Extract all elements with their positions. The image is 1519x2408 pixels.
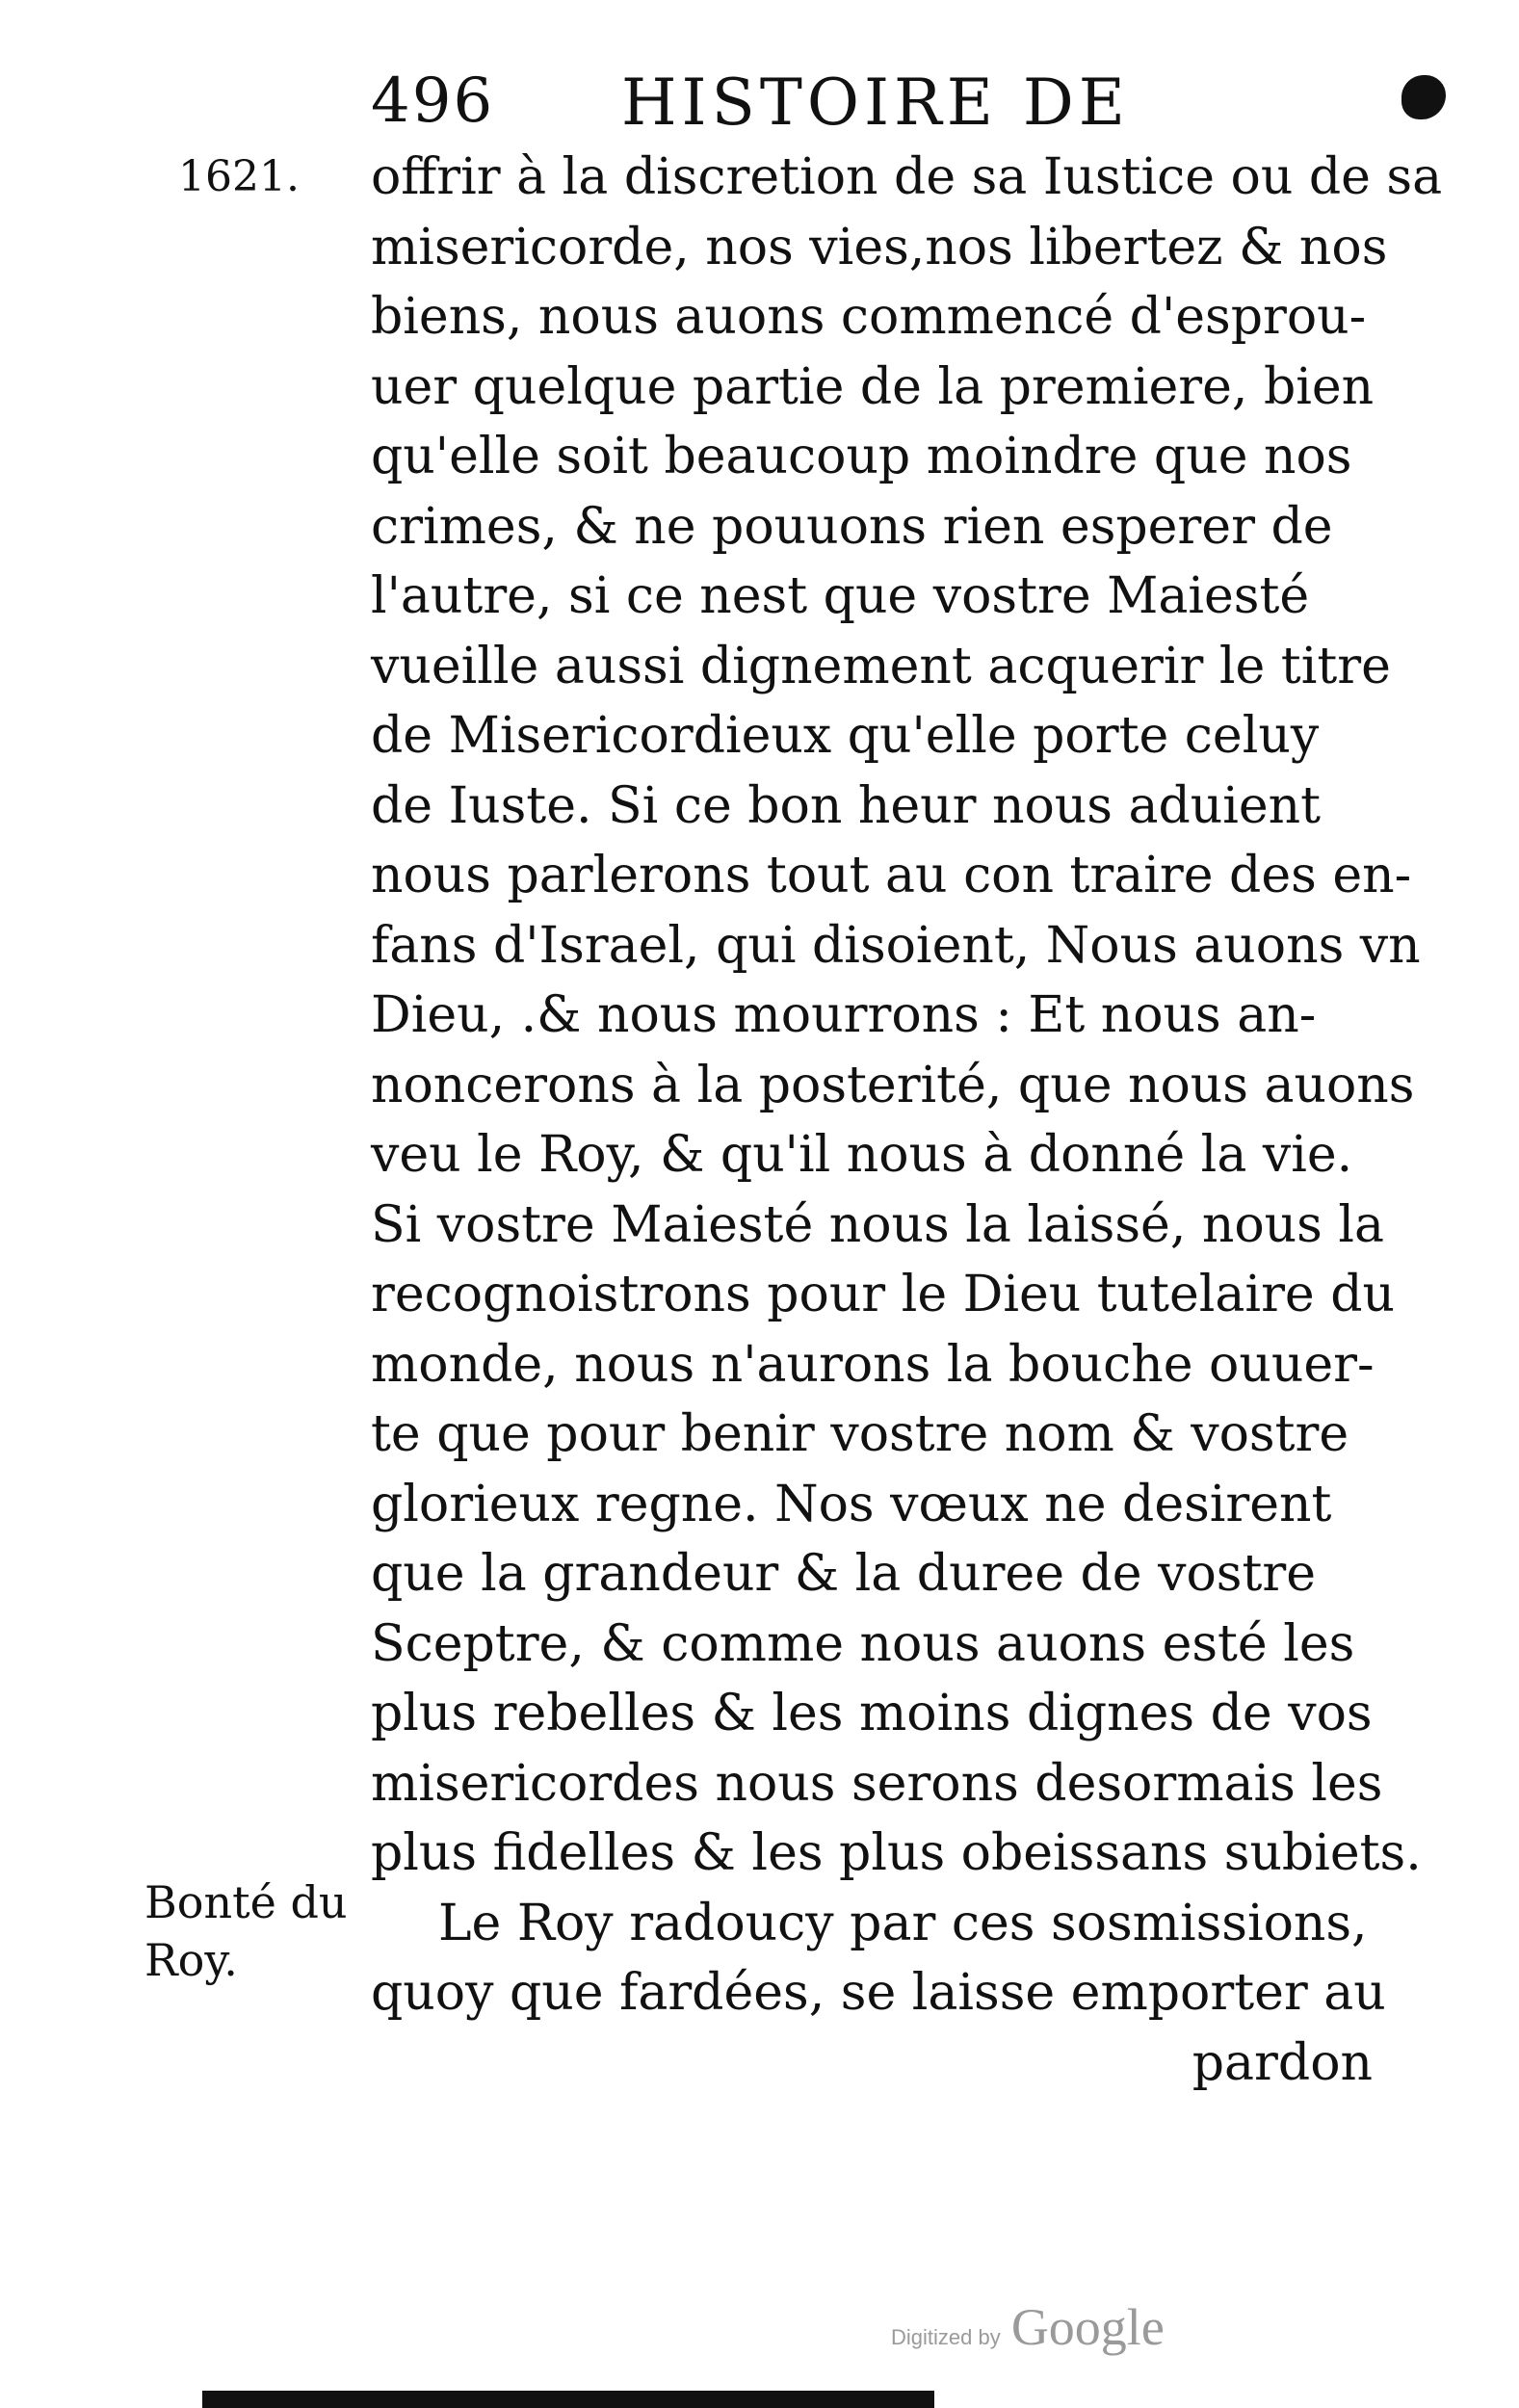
digitized-prefix: Digitized by: [891, 2325, 1001, 2349]
running-title: HISTOIRE DE: [621, 65, 1130, 140]
margin-note-line: Roy.: [144, 1934, 238, 1986]
text-line: Si vostre Maiesté nous la laissé, nous la: [371, 1195, 1385, 1254]
catchword: pardon: [1192, 2033, 1373, 2092]
text-line: misericorde, nos vies,nos libertez & nos: [371, 218, 1388, 276]
google-logo: Google: [1010, 2298, 1165, 2356]
text-line: nous parlerons tout au con traire des en-: [371, 847, 1412, 904]
text-line: plus rebelles & les moins dignes de vos: [371, 1685, 1373, 1742]
body-text: [371, 143, 1443, 2098]
text-line: de Misericordieux qu'elle porte celuy: [371, 707, 1320, 765]
text-line: fans d'Israel, qui disoient, Nous auons vn: [371, 916, 1421, 975]
text-line: plus fidelles & les plus obeissans subiets.: [371, 1824, 1422, 1882]
text-line: de Iuste. Si ce bon heur nous aduient: [371, 776, 1322, 835]
text-line: veu le Roy, & qu'il nous à donné la vie.: [371, 1126, 1353, 1184]
margin-note: [144, 1873, 348, 1989]
margin-note-line: Bonté du: [144, 1876, 348, 1928]
page-number: 496: [371, 65, 495, 137]
text-line: Sceptre, & comme nous auons esté les: [371, 1614, 1355, 1673]
text-line: offrir à la discretion de sa Iustice ou de sa: [371, 148, 1443, 206]
text-line: Dieu, .& nous mourrons : Et nous an-: [371, 986, 1317, 1044]
paragraph-start-line: Le Roy radoucy par ces sosmissions,: [438, 1894, 1368, 1952]
text-line: crimes, & ne pouuons rien esperer de: [371, 497, 1333, 556]
text-line: l'autre, si ce nest que vostre Maiesté: [371, 567, 1310, 625]
digitized-watermark: [891, 2297, 1165, 2357]
text-line: misericordes nous serons desormais les: [371, 1754, 1383, 1813]
text-line: qu'elle soit beaucoup moindre que nos: [371, 428, 1352, 485]
text-line: recognoistrons pour le Dieu tutelaire du: [371, 1266, 1396, 1323]
text-line: quoy que fardées, se laisse emporter au: [371, 1964, 1386, 2022]
text-line: monde, nous n'aurons la bouche ouuer-: [371, 1335, 1375, 1394]
ink-blot: [1401, 75, 1446, 119]
text-line: biens, nous auons commencé d'esprou-: [371, 288, 1367, 346]
text-line: glorieux regne. Nos vœux ne desirent: [371, 1475, 1332, 1533]
text-line: vueille aussi dignement acquerir le titre: [371, 637, 1391, 695]
text-line: que la grandeur & la duree de vostre: [371, 1545, 1316, 1603]
text-line: te que pour benir vostre nom & vostre: [371, 1405, 1349, 1463]
margin-year: 1621.: [178, 152, 300, 201]
page-edge-bar: [202, 2391, 934, 2408]
text-line: uer quelque partie de la premiere, bien: [371, 357, 1375, 416]
text-line: noncerons à la posterité, que nous auons: [371, 1056, 1415, 1114]
